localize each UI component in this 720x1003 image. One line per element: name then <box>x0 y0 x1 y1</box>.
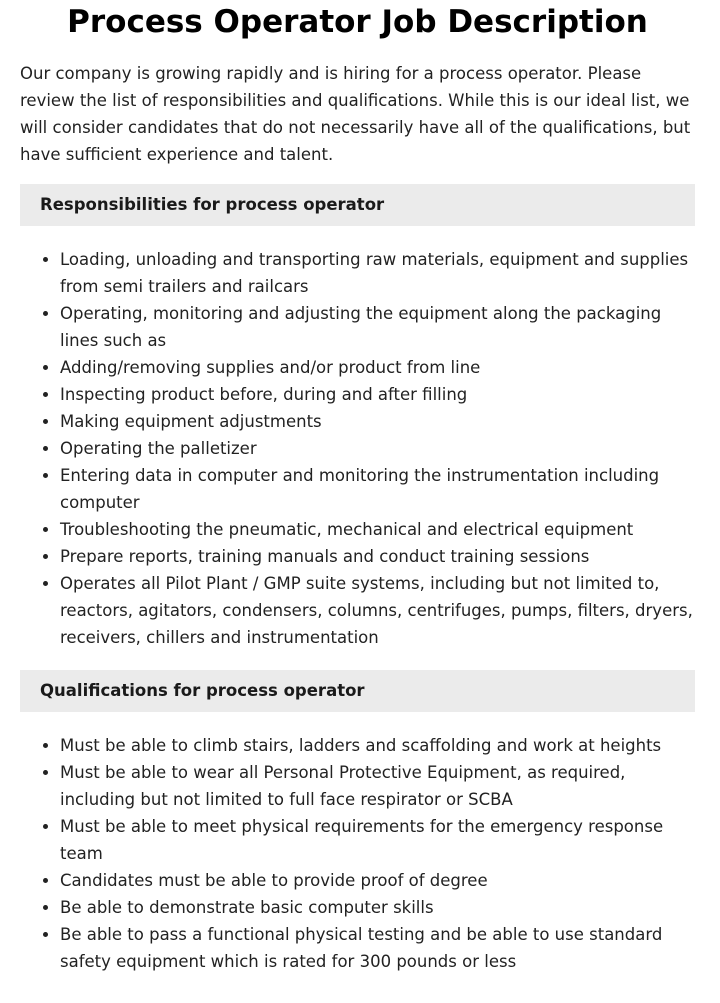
list-item: • Loading, unloading and transporting raw materials, equipment and supplies from semi trailers and railcars <box>60 246 695 300</box>
list-item: • Candidates must be able to provide proof of degree <box>60 867 695 894</box>
intro-paragraph: Our company is growing rapidly and is hiring for a process operator. Please review the list of responsibilities and qualifications. While this is our ideal list, we will consider candidates that do not necessarily have all of the qualifications, but have sufficient experience and talent. <box>20 64 691 164</box>
qualifications-list <box>20 732 695 975</box>
list-item: • Be able to pass a functional physical testing and be able to use standard safety equipment which is rated for 300 pounds or less <box>60 921 695 975</box>
list-item: • Operating, monitoring and adjusting the equipment along the packaging lines such as <box>60 300 695 354</box>
list-item: • Inspecting product before, during and after filling <box>60 381 695 408</box>
list-item: • Must be able to climb stairs, ladders and scaffolding and work at heights <box>60 732 695 759</box>
responsibilities-list <box>20 246 695 651</box>
list-item: • Entering data in computer and monitoring the instrumentation including computer <box>60 462 695 516</box>
list-item: • Troubleshooting the pneumatic, mechanical and electrical equipment <box>60 516 695 543</box>
list-item: • Be able to demonstrate basic computer skills <box>60 894 695 921</box>
page-title: Process Operator Job Description <box>67 4 648 40</box>
list-item: • Prepare reports, training manuals and conduct training sessions <box>60 543 695 570</box>
job-description-page <box>20 0 695 975</box>
responsibilities-heading: Responsibilities for process operator <box>20 184 695 226</box>
list-item: • Operates all Pilot Plant / GMP suite systems, including but not limited to, reactors, agitators, condensers, columns, centrifuges, pumps, filters, dryers, receivers, chillers and instrumentation <box>60 570 695 651</box>
list-item: • Adding/removing supplies and/or product from line <box>60 354 695 381</box>
list-item: • Making equipment adjustments <box>60 408 695 435</box>
list-item: • Operating the palletizer <box>60 435 695 462</box>
qualifications-heading: Qualifications for process operator <box>20 670 695 712</box>
list-item: • Must be able to wear all Personal Protective Equipment, as required, including but not limited to full face respirator or SCBA <box>60 759 695 813</box>
list-item: • Must be able to meet physical requirements for the emergency response team <box>60 813 695 867</box>
